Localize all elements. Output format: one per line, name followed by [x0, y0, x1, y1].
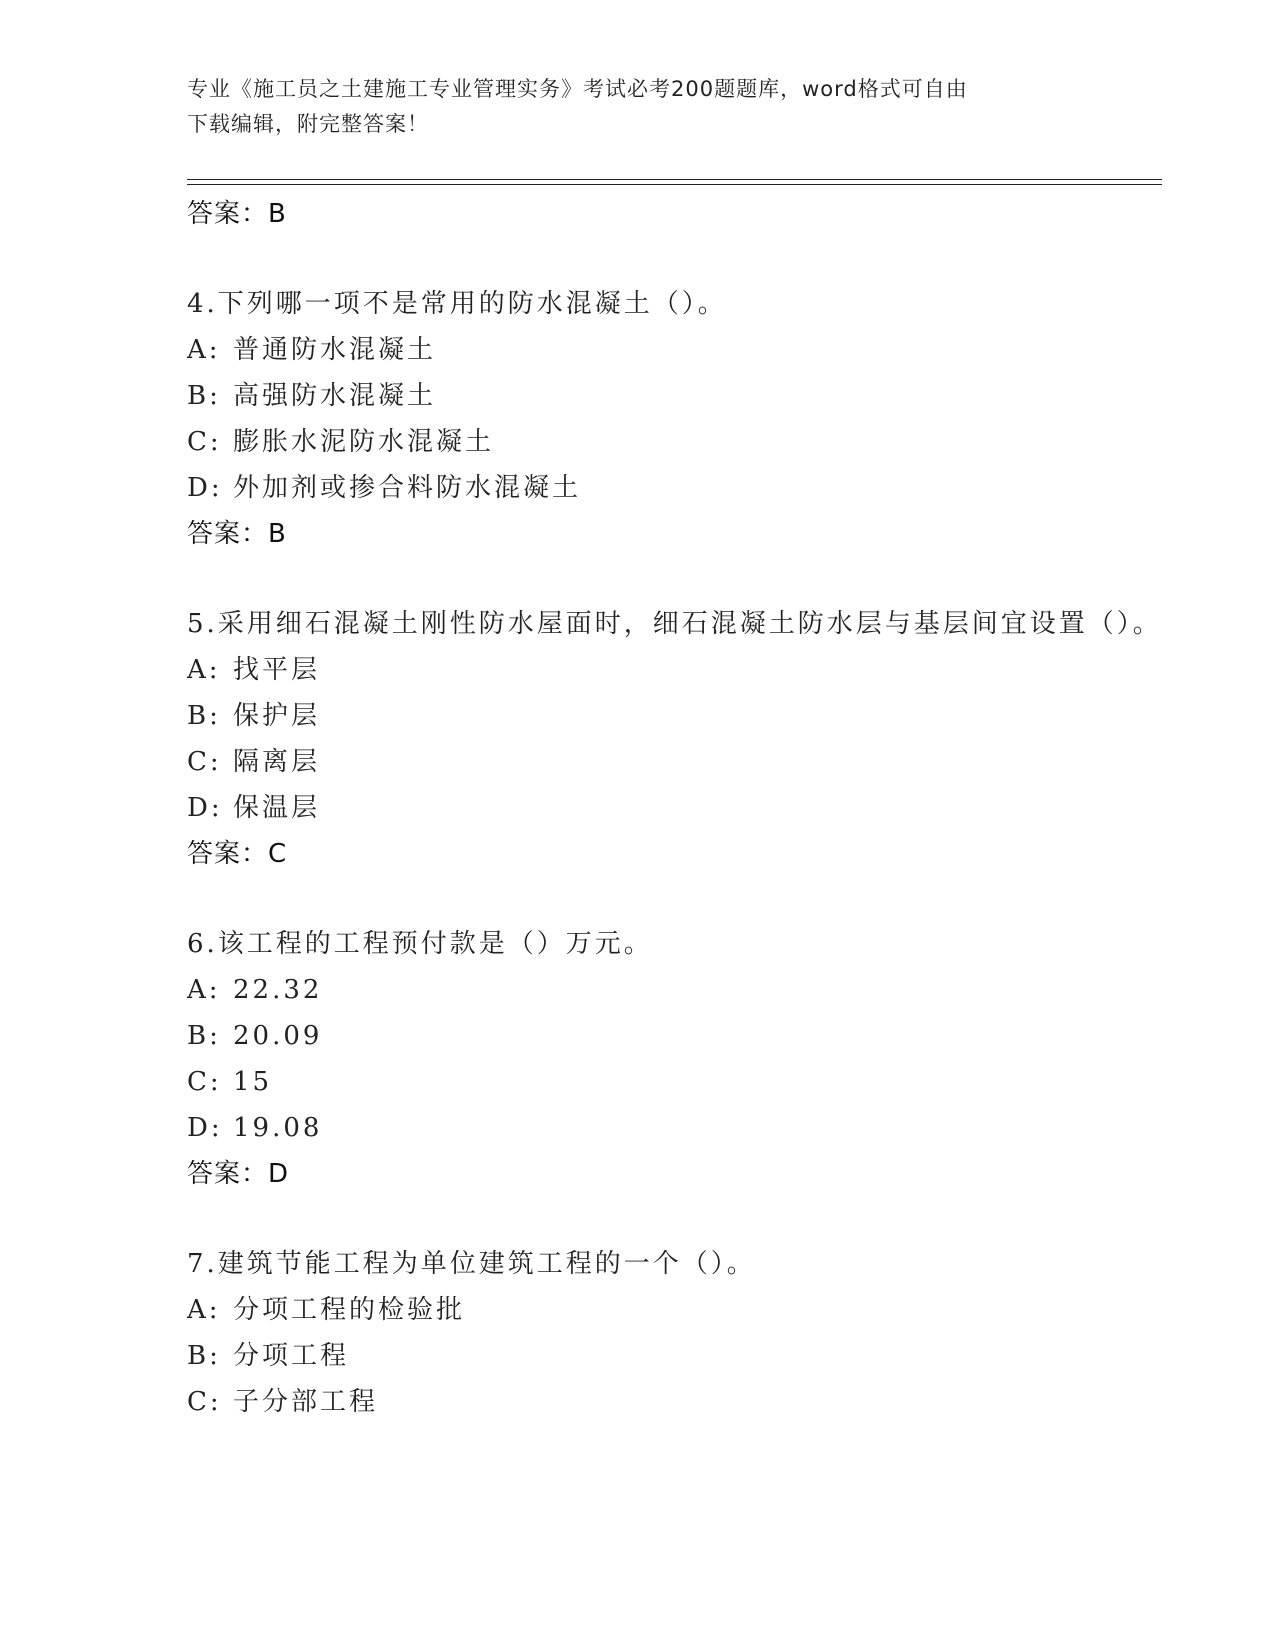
option-text: 找平层 [233, 655, 321, 685]
option-text: 隔离层 [233, 747, 321, 777]
answer-line: 答案：C [187, 839, 288, 869]
option-b [187, 1013, 1162, 1059]
option-letter: A: [187, 335, 221, 365]
question-item [187, 921, 1162, 1197]
question-item [187, 1241, 1162, 1425]
option-letter: C: [187, 1067, 222, 1097]
question-item [187, 281, 1162, 557]
option-a [187, 967, 1162, 1013]
option-text: 子分部工程 [233, 1387, 379, 1417]
header-line-1: 专业《施工员之土建施工专业管理实务》考试必考200题题库，word格式可自由 [187, 77, 968, 101]
option-text: 20.09 [233, 1021, 323, 1051]
option-d [187, 465, 1162, 511]
option-a [187, 647, 1162, 693]
option-text: 22.32 [233, 975, 323, 1005]
option-letter: C: [187, 427, 222, 457]
header-line-2: 下载编辑，附完整答案！ [187, 112, 429, 136]
answer-line: 答案：B [187, 519, 287, 549]
option-text: 保护层 [233, 701, 321, 731]
option-b [187, 1333, 1162, 1379]
option-letter: A: [187, 975, 221, 1005]
question-list [187, 191, 1162, 1425]
header-divider-top [187, 179, 1162, 180]
question-stem: 7.建筑节能工程为单位建筑工程的一个（）。 [187, 1249, 756, 1279]
option-text: 19.08 [233, 1113, 323, 1143]
option-letter: D: [187, 793, 223, 823]
option-c [187, 1059, 1162, 1105]
option-letter: B: [187, 1341, 221, 1371]
option-text: 外加剂或掺合料防水混凝土 [233, 473, 582, 503]
question-stem: 6.该工程的工程预付款是（）万元。 [187, 929, 653, 959]
option-letter: C: [187, 1387, 222, 1417]
option-a [187, 1287, 1162, 1333]
option-c [187, 739, 1162, 785]
option-letter: A: [187, 655, 221, 685]
option-text: 分项工程的检验批 [233, 1295, 466, 1325]
question-stem: 5.采用细石混凝土刚性防水屋面时，细石混凝土防水层与基层间宜设置（）。 [187, 609, 1162, 639]
option-text: 普通防水混凝土 [233, 335, 437, 365]
answer-line: 答案：D [187, 1159, 290, 1189]
option-text: 膨胀水泥防水混凝土 [233, 427, 495, 457]
option-letter: D: [187, 1113, 223, 1143]
question-item [187, 601, 1162, 877]
option-text: 分项工程 [233, 1341, 350, 1371]
option-letter: B: [187, 1021, 221, 1051]
option-a [187, 327, 1162, 373]
option-c [187, 419, 1162, 465]
option-letter: B: [187, 701, 221, 731]
option-letter: A: [187, 1295, 221, 1325]
option-text: 高强防水混凝土 [233, 381, 437, 411]
option-b [187, 373, 1162, 419]
header-divider-bottom [187, 184, 1162, 185]
option-d [187, 785, 1162, 831]
option-c [187, 1379, 1162, 1425]
document-header [187, 72, 1067, 142]
answer-line: 答案：B [187, 199, 287, 229]
option-text: 保温层 [233, 793, 321, 823]
option-letter: C: [187, 747, 222, 777]
option-letter: B: [187, 381, 221, 411]
option-d [187, 1105, 1162, 1151]
option-text: 15 [233, 1067, 273, 1097]
option-letter: D: [187, 473, 223, 503]
question-stem: 4.下列哪一项不是常用的防水混凝土（）。 [187, 289, 727, 319]
option-b [187, 693, 1162, 739]
